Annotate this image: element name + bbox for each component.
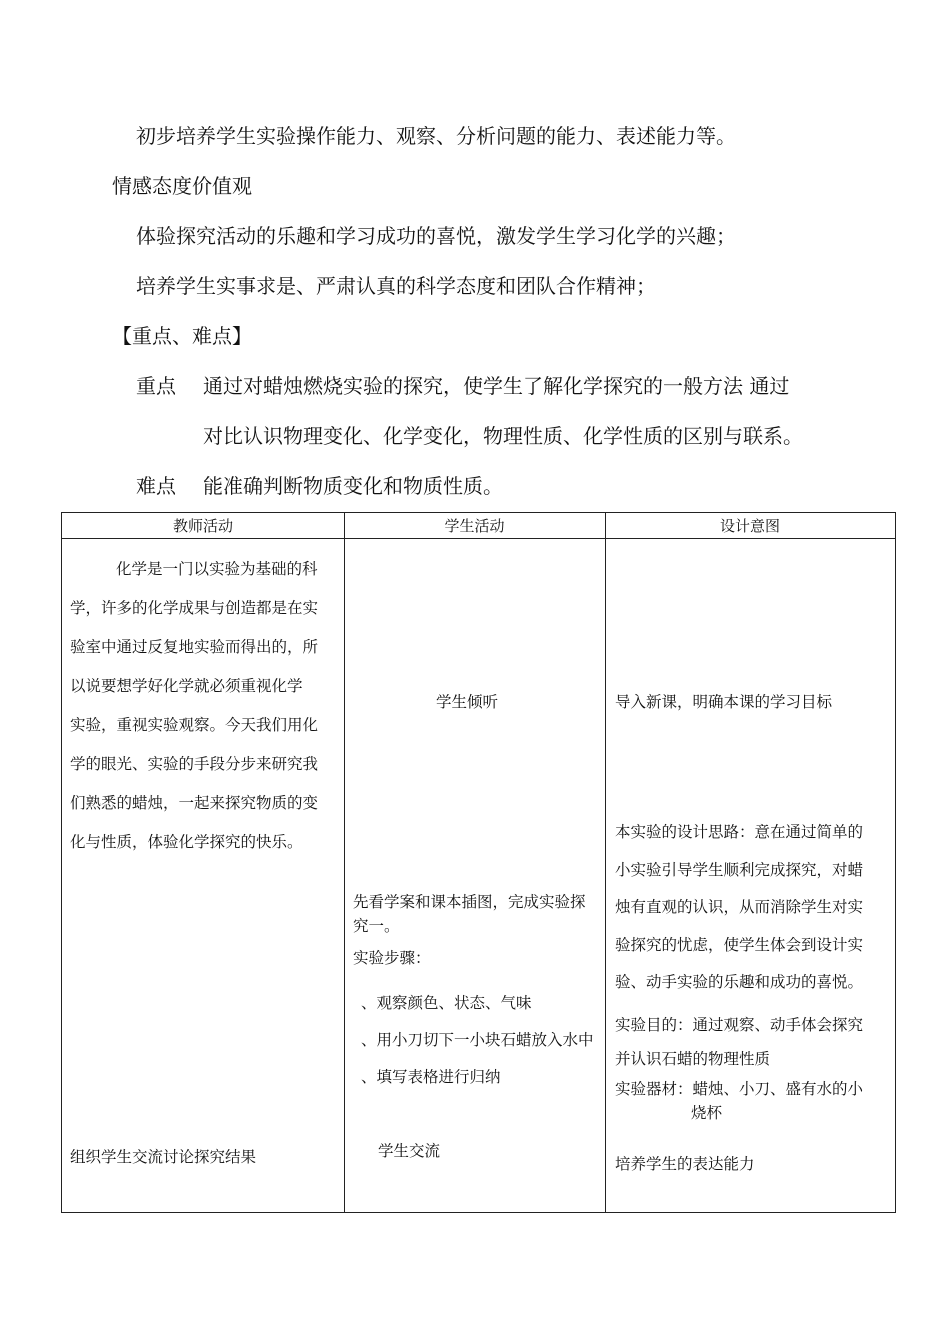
text-line-ability: 初步培养学生实验操作能力、观察、分析问题的能力、表述能力等。: [136, 124, 736, 148]
column-divider: [344, 513, 345, 1212]
teacher-discussion: 组织学生交流讨论探究结果: [70, 1148, 257, 1166]
design-idea-line: 验探究的忧虑，使学生体会到设计实: [615, 935, 864, 954]
teacher-intro-line: 化与性质，体验化学探究的快乐。: [70, 833, 303, 851]
student-explore-line: 究一。: [353, 917, 400, 935]
section-heading-key-points: 【重点、难点】: [112, 324, 252, 348]
key-point-label: 重点: [136, 374, 176, 398]
design-equipment-line: 实验器材：蜡烛、小刀、盛有水的小: [615, 1080, 864, 1098]
teacher-intro-line: 以说要想学好化学就必须重视化学: [70, 677, 303, 695]
student-explore-line: 先看学案和课本插图，完成实验探: [353, 893, 586, 911]
design-idea-line: 验、动手实验的乐趣和成功的喜悦。: [615, 973, 864, 991]
difficult-point-label: 难点: [136, 474, 176, 498]
lesson-table: [61, 512, 896, 1213]
key-point-text-1: 通过对蜡烛燃烧实验的探究，使学生了解化学探究的一般方法 通过: [203, 374, 790, 398]
student-listen: 学生倾听: [436, 693, 499, 711]
teacher-intro-paragraph: [70, 550, 318, 862]
design-equipment-line: 烧杯: [691, 1104, 723, 1122]
design-purpose-line: 并认识石蜡的物理性质: [615, 1050, 771, 1068]
teacher-intro-line: 学的眼光、实验的手段分步来研究我: [70, 755, 319, 773]
teacher-intro-line: 实验，重视实验观察。今天我们用化: [70, 716, 319, 734]
design-intro: 导入新课，明确本课的学习目标: [615, 693, 833, 711]
teacher-intro-line: 验室中通过反复地实验而得出的，所: [70, 638, 319, 656]
student-steps-title: 实验步骤：: [353, 949, 431, 967]
text-line-attitude: 培养学生实事求是、严肃认真的科学态度和团队合作精神；: [136, 274, 656, 298]
header-teacher-activity: 教师活动: [172, 517, 233, 535]
design-idea-line: 本实验的设计思路：意在通过简单的: [615, 823, 864, 841]
teacher-intro-line: 学，许多的化学成果与创造都是在实: [70, 599, 319, 617]
student-step-item: 、观察颜色、状态、气味: [361, 994, 532, 1012]
teacher-intro-line: 化学是一门以实验为基础的科: [116, 560, 318, 578]
student-steps-list: [361, 985, 594, 1096]
student-explore-paragraph: [353, 890, 586, 938]
section-heading-emotion: 情感态度价值观: [112, 174, 252, 198]
student-step-item: 、填写表格进行归纳: [361, 1068, 501, 1086]
teacher-intro-line: 们熟悉的蜡烛，一起来探究物质的变: [70, 794, 319, 812]
design-idea-line: 小实验引导学生顺利完成探究，对蜡: [615, 860, 864, 879]
design-idea-line: 烛有直观的认识，从而消除学生对实: [615, 898, 864, 916]
design-purpose-line: 实验目的：通过观察、动手体会探究: [615, 1016, 864, 1034]
key-point-text-2: 对比认识物理变化、化学变化，物理性质、化学性质的区别与联系。: [203, 424, 803, 448]
student-exchange: 学生交流: [378, 1142, 441, 1160]
header-student-activity: 学生活动: [444, 517, 505, 535]
design-expression: 培养学生的表达能力: [615, 1155, 755, 1173]
design-equipment-paragraph: [615, 1077, 863, 1125]
difficult-point-text: 能准确判断物质变化和物质性质。: [203, 474, 503, 498]
column-divider: [605, 513, 606, 1212]
design-purpose-paragraph: [615, 1008, 863, 1076]
header-design-intent: 设计意图: [719, 517, 780, 535]
text-line-interest: 体验探究活动的乐趣和学习成功的喜悦，激发学生学习化学的兴趣；: [136, 224, 736, 248]
header-divider: [62, 538, 895, 539]
design-idea-paragraph: [615, 814, 863, 1002]
student-step-item: 、用小刀切下一小块石蜡放入水中: [361, 1031, 594, 1049]
